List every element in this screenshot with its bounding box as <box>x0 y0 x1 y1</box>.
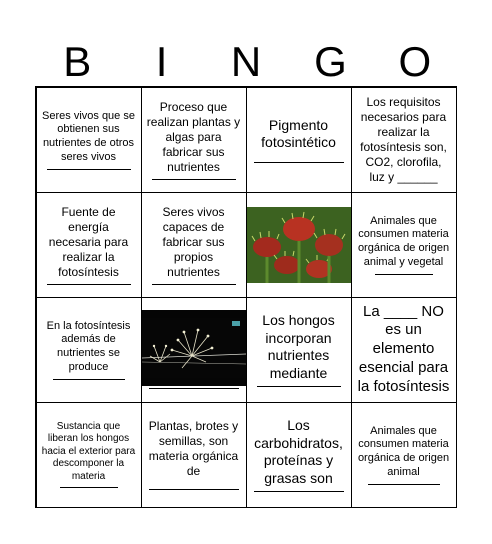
cell-text: Los hongos incorporan nutrientes mediante <box>262 312 335 381</box>
cell-text: Fuente de energía necesaria para realizar la fotosíntesis <box>48 204 129 279</box>
header-letter-n: N <box>230 38 262 85</box>
bingo-cell[interactable] <box>246 402 352 508</box>
cell-text: Animales que consumen materia orgánica de origen animal y vegetal <box>357 214 450 268</box>
bingo-board <box>35 86 457 508</box>
bingo-cell[interactable] <box>36 402 142 508</box>
sundew-plant-photo <box>142 310 246 386</box>
answer-blank <box>257 386 341 387</box>
cell-text: Seres vivos que se obtienen sus nutrientes de otros seres vivos <box>42 109 135 163</box>
bingo-cell[interactable] <box>141 297 247 403</box>
cell-text: En la fotosíntesis además de nutrientes se produce <box>46 319 131 373</box>
header-letter-g: G <box>314 38 347 85</box>
bingo-cell[interactable] <box>246 87 352 193</box>
bingo-cell[interactable] <box>351 192 457 298</box>
answer-blank <box>60 487 118 488</box>
bingo-cell[interactable] <box>141 87 247 193</box>
answer-blank <box>47 284 131 285</box>
answer-blank <box>53 379 125 380</box>
bingo-cell[interactable] <box>36 87 142 193</box>
answer-blank <box>152 284 236 285</box>
bingo-cell[interactable] <box>141 402 247 508</box>
answer-blank <box>47 169 131 170</box>
cell-text: Plantas, brotes y semillas, son materia orgánica de <box>148 419 239 478</box>
bingo-cell[interactable] <box>246 297 352 403</box>
cell-text: Seres vivos capaces de fabricar sus propios nutrientes <box>162 204 225 279</box>
bingo-cell[interactable] <box>351 87 457 193</box>
cell-text: La ____ NO es un elemento esencial para la fotosíntesis <box>357 302 450 395</box>
bingo-cell[interactable] <box>141 192 247 298</box>
header-letter-b: B <box>63 38 92 85</box>
header-letter-i: I <box>155 38 168 85</box>
cell-text: Sustancia que liberan los hongos hacia el exterior para descomponer la materia <box>41 420 136 482</box>
bingo-cell[interactable] <box>36 192 142 298</box>
bingo-cell[interactable] <box>351 402 457 508</box>
bingo-cell[interactable] <box>351 297 457 403</box>
answer-blank <box>375 274 433 275</box>
cell-text: Animales que consumen materia orgánica de origen animal <box>357 424 450 478</box>
answer-blank <box>368 484 440 485</box>
answer-blank <box>254 162 344 163</box>
header-letter-o: O <box>398 38 432 85</box>
cell-text: Proceso que realizan plantas y algas para fabricar sus nutrientes <box>146 99 241 174</box>
answer-blank <box>149 388 239 389</box>
answer-blank <box>149 489 239 490</box>
cell-text: Los requisitos necesarios para realizar la fotosíntesis son, CO2, clorofila, luz y ______ <box>360 94 447 184</box>
bingo-cell[interactable] <box>246 192 352 298</box>
cell-text: Pigmento fotosintético <box>261 116 336 150</box>
venus-flytrap-photo <box>247 207 351 283</box>
answer-blank <box>254 491 344 492</box>
bingo-header <box>35 38 457 86</box>
bingo-cell[interactable] <box>36 297 142 403</box>
cell-text: Los carbohidratos, proteínas y grasas son <box>254 417 343 486</box>
answer-blank <box>152 179 236 180</box>
